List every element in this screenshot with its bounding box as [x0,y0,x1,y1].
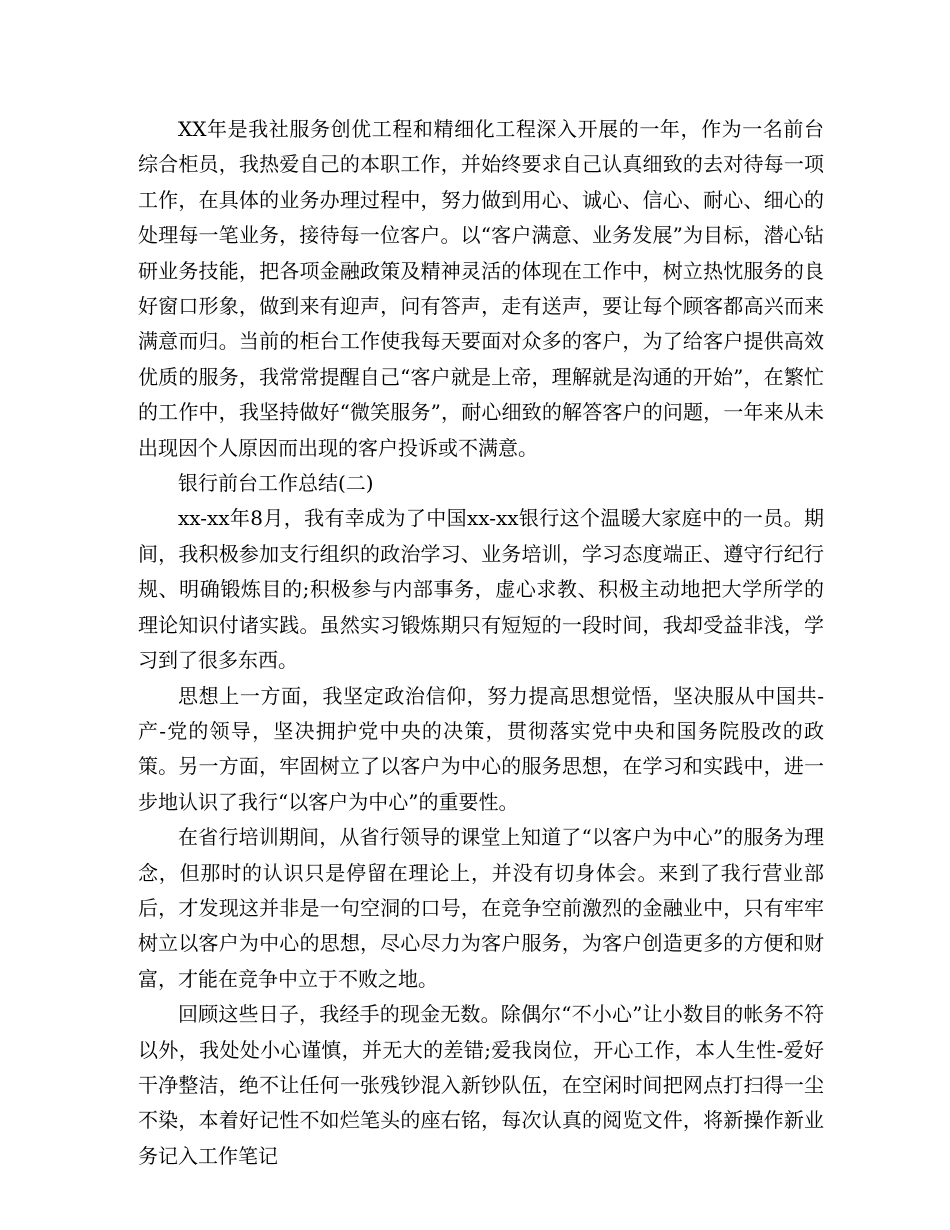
document-body [138,112,824,1174]
section-heading: 银行前台工作总结(二) [178,471,374,496]
paragraph-intro: XX年是我社服务创优工程和精细化工程深入开展的一年，作为一名前台综合柜员，我热爱自己的本职工作，并始终要求自己认真细致的去对待每一项工作，在具体的业务办理过程中，努力做到用心、诚心、信心、耐心、细心的处理每一笔业务，接待每一位客户。以“客户满意、业务发展”为目标，潜心钻研业务技能，把各项金融政策及精神灵活的体现在工作中，树立热忱服务的良好窗口形象，做到来有迎声，问有答声，走有送声，要让每个顾客都高兴而来满意而归。当前的柜台工作使我每天要面对众多的客户，为了给客户提供高效优质的服务，我常常提醒自己“客户就是上帝，理解就是沟通的开始”，在繁忙的工作中，我坚持做好“微笑服务”，耐心细致的解答客户的问题，一年来从未出现因个人原因而出现的客户投诉或不满意。 [138,117,824,460]
paragraph-joining: xx-xx年8月，我有幸成为了中国xx-xx银行这个温暖大家庭中的一员。期间，我积极参加支行组织的政治学习、业务培训，学习态度端正、遵守行纪行规、明确锻炼目的;积极参与内部事务，虚心求教、积极主动地把大学所学的理论知识付诸实践。虽然实习锻炼期只有短短的一段时间，我却受益非浅，学习到了很多东西。 [138,506,824,673]
paragraph-review: 回顾这些日子，我经手的现金无数。除偶尔“不小心”让小数目的帐务不符以外，我处处小心谨慎，并无大的差错;爱我岗位，开心工作，本人生性-爱好干净整洁，绝不让任何一张残钞混入新钞队伍，在空闲时间把网点打扫得一尘不染，本着好记性不如烂笔头的座右铭，每次认真的阅览文件，将新操作新业务记入工作笔记 [138,1002,824,1168]
paragraph-training: 在省行培训期间，从省行领导的课堂上知道了“以客户为中心”的服务为理念，但那时的认识只是停留在理论上，并没有切身体会。来到了我行营业部后，才发现这并非是一句空洞的口号，在竞争空前激烈的金融业中，只有牢牢树立以客户为中心的思想，尽心尽力为客户服务，为客户创造更多的方便和财富，才能在竞争中立于不败之地。 [138,825,824,991]
paragraph-ideology: 思想上一方面，我坚定政治信仰，努力提高思想觉悟，坚决服从中国共-产-党的领导，坚决拥护党中央的决策，贯彻落实党中央和国务院股改的政策。另一方面，牢固树立了以客户为中心的服务思想，在学习和实践中，进一步地认识了我行“以客户为中心”的重要性。 [138,683,824,814]
